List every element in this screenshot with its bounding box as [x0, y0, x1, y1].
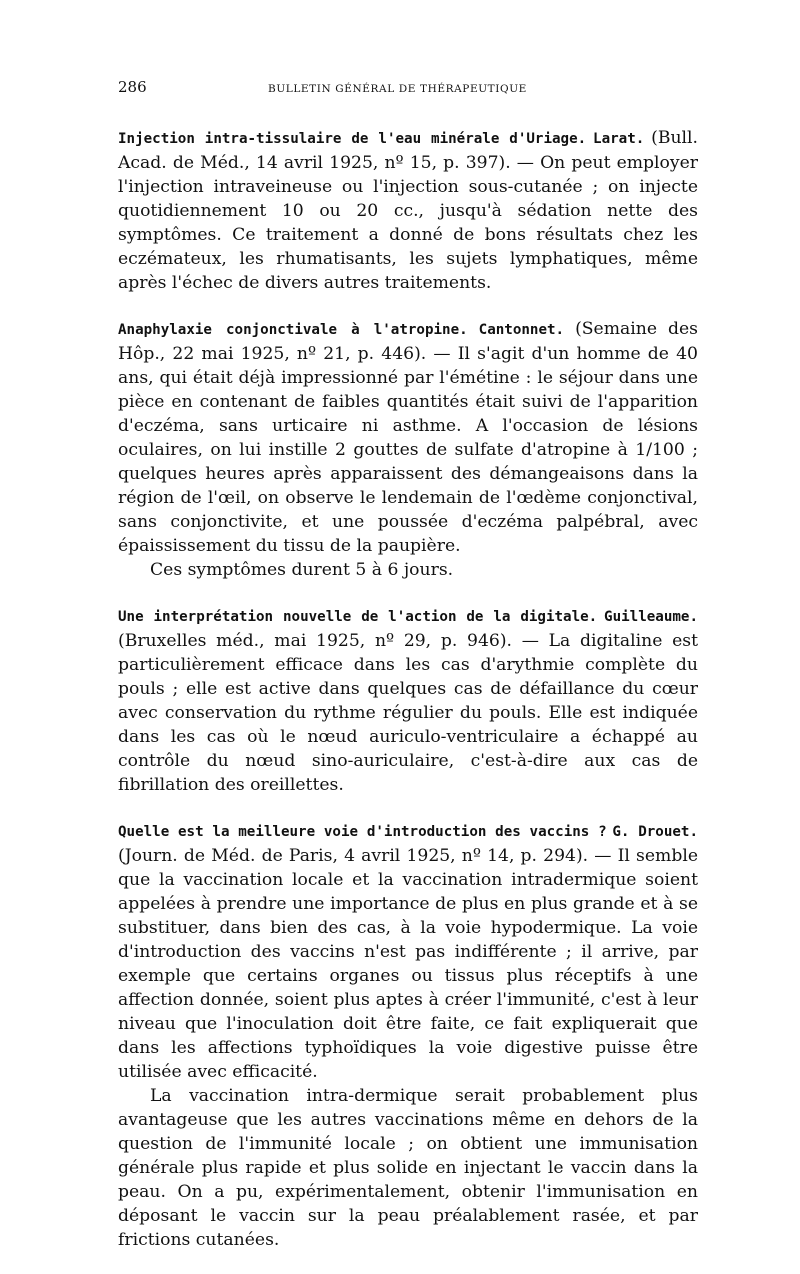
- page-number: 286: [118, 78, 147, 96]
- article-paragraph: [118, 604, 698, 797]
- article-author: Cantonnet.: [478, 322, 565, 338]
- article-paragraph: [118, 819, 698, 1084]
- article-reference: (Bruxelles méd., mai 1925, nº 29, p. 946).: [118, 631, 513, 651]
- article-paragraph: [118, 126, 698, 295]
- article-title: Anaphylaxie conjonctivale à l'atropine.: [118, 322, 468, 338]
- page-header: [118, 78, 698, 96]
- article-body: — La digitaline est particulièrement efficace dans les cas d'arythmie complète du pouls ; elle est active dans quelques cas de défaillance du cœur avec conservation du rythme régulier du pouls. Elle est indiquée dans les cas où le nœud auriculo-ventriculaire a échappé au contrôle du nœud sino-auriculaire, c'est-à-dire aux cas de fibrillation des oreillettes.: [118, 631, 698, 795]
- article-body: — Il semble que la vaccination locale et la vaccination intradermique soient appelées à prendre une importance de plus en plus grande et à se substituer, dans bien des cas, à la voie hypodermique. La voie d'introduction des vaccins n'est pas indifférente ; il arrive, par exemple que certains organes ou tissus plus réceptifs à une affection donnée, soient plus aptes à créer l'immunité, c'est à leur niveau que l'inoculation doit être faite, ce fait expliquerait que dans les affections typhoïdiques la voie digestive puisse être utilisée avec efficacité.: [118, 846, 698, 1082]
- article-author: Larat.: [593, 131, 645, 147]
- article-title: Une interprétation nouvelle de l'action de la digitale.: [118, 609, 598, 625]
- article-body: — On peut employer l'injection intraveineuse ou l'injection sous-cutanée ; on injecte quotidiennement 10 ou 20 cc., jusqu'à sédation nette des symptômes. Ce traitement a donné de bons résultats chez les eczémateux, les rhumatisants, les sujets lymphatiques, même après l'échec de divers autres traitements.: [118, 153, 699, 293]
- article-author: G. Drouet.: [612, 824, 698, 840]
- article-paragraph: [118, 317, 698, 558]
- article-digitale: [118, 604, 698, 797]
- article-body-continued: Ces symptômes durent 5 à 6 jours.: [150, 560, 454, 580]
- page: [118, 78, 698, 1274]
- article-body-continued: La vaccination intra-dermique serait probablement plus avantageuse que les autres vaccinations même en dehors de la question de l'immunité locale ; on obtient une immunisation générale plus rapide et plus solide en injectant le vaccin dans la peau. On a pu, expérimentalement, obtenir l'immunisation en déposant le vaccin sur la peau préalablement rasée, et par frictions cutanées.: [118, 1086, 698, 1250]
- article-uriage: [118, 126, 698, 295]
- article-vaccins: [118, 819, 698, 1252]
- article-title: Quelle est la meilleure voie d'introduction des vaccins ?: [118, 824, 607, 840]
- article-title: Injection intra-tissulaire de l'eau minérale d'Uriage.: [118, 131, 587, 147]
- running-title: BULLETIN GÉNÉRAL DE THÉRAPEUTIQUE: [268, 83, 527, 95]
- article-author: Guilleaume.: [604, 609, 698, 625]
- article-reference: (Bull. Acad. de Méd., 14 avril 1925, nº 15, p. 397).: [118, 128, 699, 173]
- article-body: — Il s'agit d'un homme de 40 ans, qui était déjà impressionné par l'émétine : le séjour dans une pièce en contenant de faibles quantités était suivi de l'apparition d'eczéma, sans urticaire ni asthme. A l'occasion de lésions oculaires, on lui instille 2 gouttes de sulfate d'atropine à 1/100 ; quelques heures après apparaissent des démangeaisons dans la région de l'œil, on observe le lendemain de l'œdème conjonctival, sans conjonctivite, et une poussée d'eczéma palpébral, avec épaississement du tissu de la paupière.: [118, 344, 698, 556]
- article-reference: (Semaine des Hôp., 22 mai 1925, nº 21, p. 446).: [118, 319, 698, 364]
- article-reference: (Journ. de Méd. de Paris, 4 avril 1925, nº 14, p. 294).: [118, 846, 589, 866]
- article-anaphylaxie: [118, 317, 698, 582]
